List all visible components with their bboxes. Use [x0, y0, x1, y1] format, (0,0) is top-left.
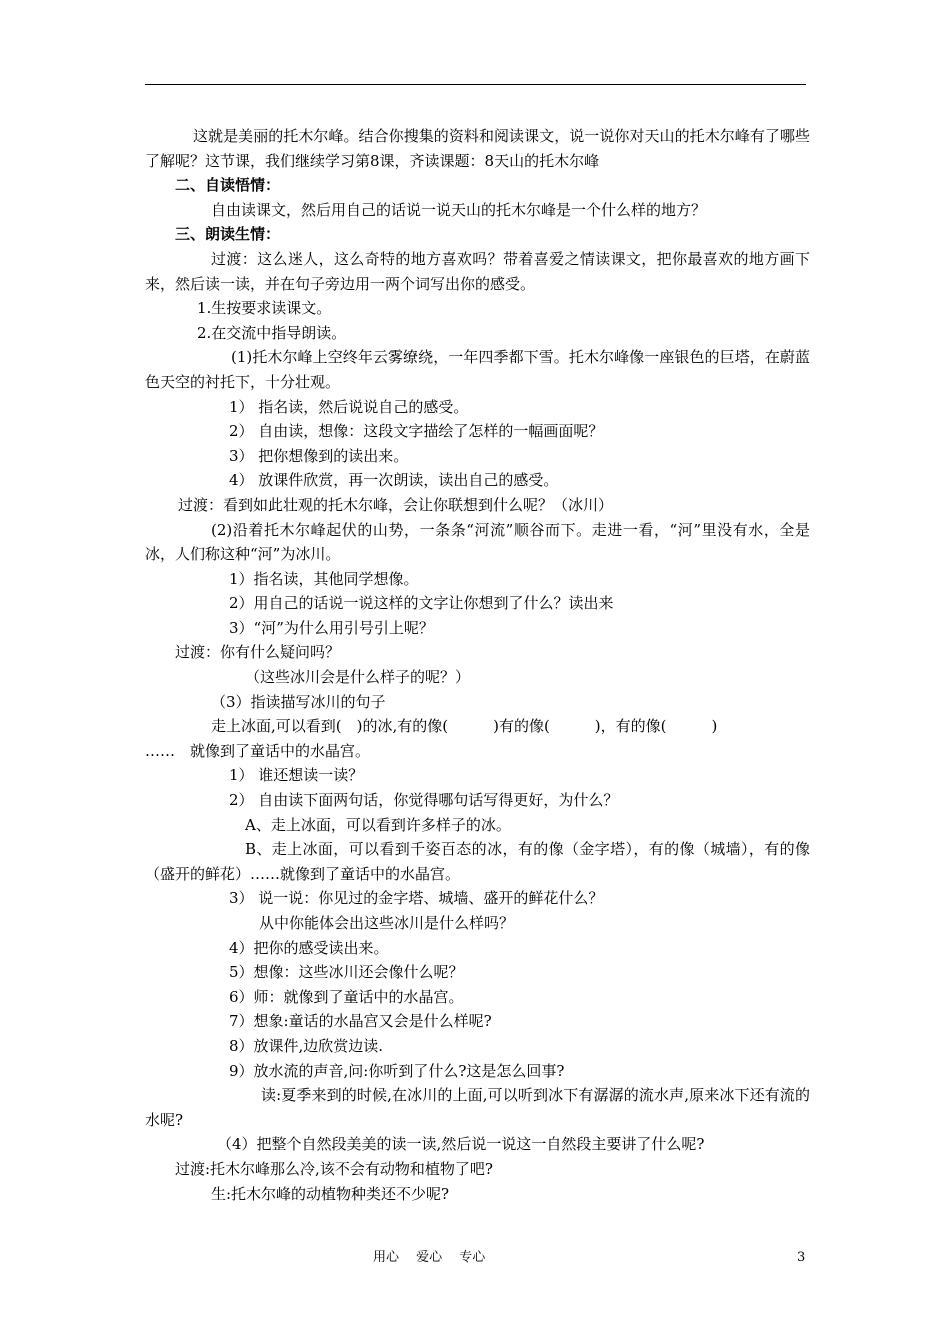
list-item: 2）用自己的话说一说这样的文字让你想到了什么？读出来	[229, 594, 614, 613]
reading-passage: 读:夏季来到的时候,在冰川的上面,可以听到冰下有潺潺的流水声,原来冰下还有流的水呢?	[145, 1086, 810, 1129]
passage-1: (1)托木尔峰上空终年云雾缭绕，一年四季都下雪。托木尔峰像一座银色的巨塔，在蔚蓝色天空的衬托下，十分壮观。	[145, 348, 810, 391]
list-item: 9）放水流的声音,问:你听到了什么?这是怎么回事?	[229, 1061, 565, 1080]
transition-paragraph: 过渡：这么迷人，这么奇特的地方喜欢吗？带着喜爱之情读课文，把你最喜欢的地方画下来，然后读一读，并在句子旁边用一两个词写出你的感受。	[145, 249, 810, 293]
document-body	[145, 124, 810, 1206]
passage-3-heading: （3）指读描写冰川的句子	[211, 692, 386, 711]
page-number: 3	[797, 1250, 806, 1265]
self-reading-instruction: 自由读课文，然后用自己的话说一说天山的托木尔峰是一个什么样的地方？	[211, 200, 707, 219]
transition-line: 过渡:托木尔峰那么冷,该不会有动物和植物了吧?	[175, 1159, 493, 1178]
passage-4-heading: （4）把整个自然段美美的读一读,然后说一说这一自然段主要讲了什么呢?	[217, 1135, 705, 1154]
list-item: 4） 放课件欣赏，再一次朗读，读出自己的感受。	[229, 471, 559, 490]
list-item: 5）想像：这些冰川还会像什么呢？	[229, 963, 464, 982]
step-2: 2.在交流中指导朗读。	[197, 323, 347, 342]
list-item: 4）把你的感受读出来。	[229, 938, 389, 957]
list-item: 1） 谁还想读一读？	[229, 766, 364, 785]
fill-in-blank-continuation: …… 就像到了童话中的水晶宫。	[145, 741, 371, 760]
question-line: 从中你能体会出这些冰川是什么样吗？	[259, 914, 515, 932]
list-item: 3） 把你想像到的读出来。	[229, 446, 409, 465]
student-response: 生:托木尔峰的动植物种类还不少呢?	[211, 1184, 450, 1203]
list-item: 8）放课件,边欣赏边读.	[229, 1036, 384, 1055]
list-item: 2） 自由读下面两句话，你觉得哪句话写得更好，为什么？	[229, 791, 619, 810]
passage-2: (2)沿着托木尔峰起伏的山势，一条条“河流”顺谷而下。走进一看，“河”里没有水，全是冰，人们称这种“河”为冰川。	[145, 520, 810, 564]
page-footer	[0, 1246, 950, 1270]
list-item: 1）指名读，其他同学想像。	[229, 569, 419, 588]
list-item: 2） 自由读，想像：这段文字描绘了怎样的一幅画面呢？	[229, 422, 604, 441]
list-item: 3） 说一说：你见过的金字塔、城墙、盛开的鲜花什么？	[229, 889, 604, 908]
transition-line: 过渡：看到如此壮观的托木尔峰，会让你联想到什么呢？（冰川）	[178, 495, 614, 514]
list-item: 7）想象:童话的水晶宫又会是什么样呢?	[229, 1012, 492, 1031]
list-item: 1） 指名读，然后说说自己的感受。	[229, 397, 469, 416]
list-item: 3）“河”为什么用引号引上呢？	[229, 618, 434, 637]
section-heading-self-reading: 二、自读悟情：	[175, 176, 281, 195]
list-item: 6）师：就像到了童话中的水晶宫。	[229, 987, 464, 1006]
intro-paragraph: 这就是美丽的托木尔峰。结合你搜集的资料和阅读课文，说一说你对天山的托木尔峰有了哪些了解呢？这节课，我们继续学习第8课，齐读课题：8天山的托木尔峰	[145, 127, 810, 170]
sentence-b: B、走上冰面，可以看到千姿百态的冰，有的像（金字塔），有的像（城墙），有的像（盛开的鲜花）……就像到了童话中的水晶宫。	[145, 840, 810, 883]
question-line: （这些冰川会是什么样子的呢？）	[245, 668, 471, 687]
section-heading-reading-aloud: 三、朗读生情：	[175, 225, 281, 244]
header-rule	[145, 84, 806, 85]
step-1: 1.生按要求读课文。	[197, 299, 332, 318]
transition-line: 过渡：你有什么疑问吗？	[175, 643, 341, 662]
fill-in-blank-line: 走上冰面,可以看到( )的冰,有的像( )有的像( )，有的像( )	[211, 717, 718, 736]
footer-motto: 用心 爱心 专心	[373, 1250, 486, 1265]
sentence-a: A、走上冰面，可以看到许多样子的冰。	[245, 815, 511, 834]
